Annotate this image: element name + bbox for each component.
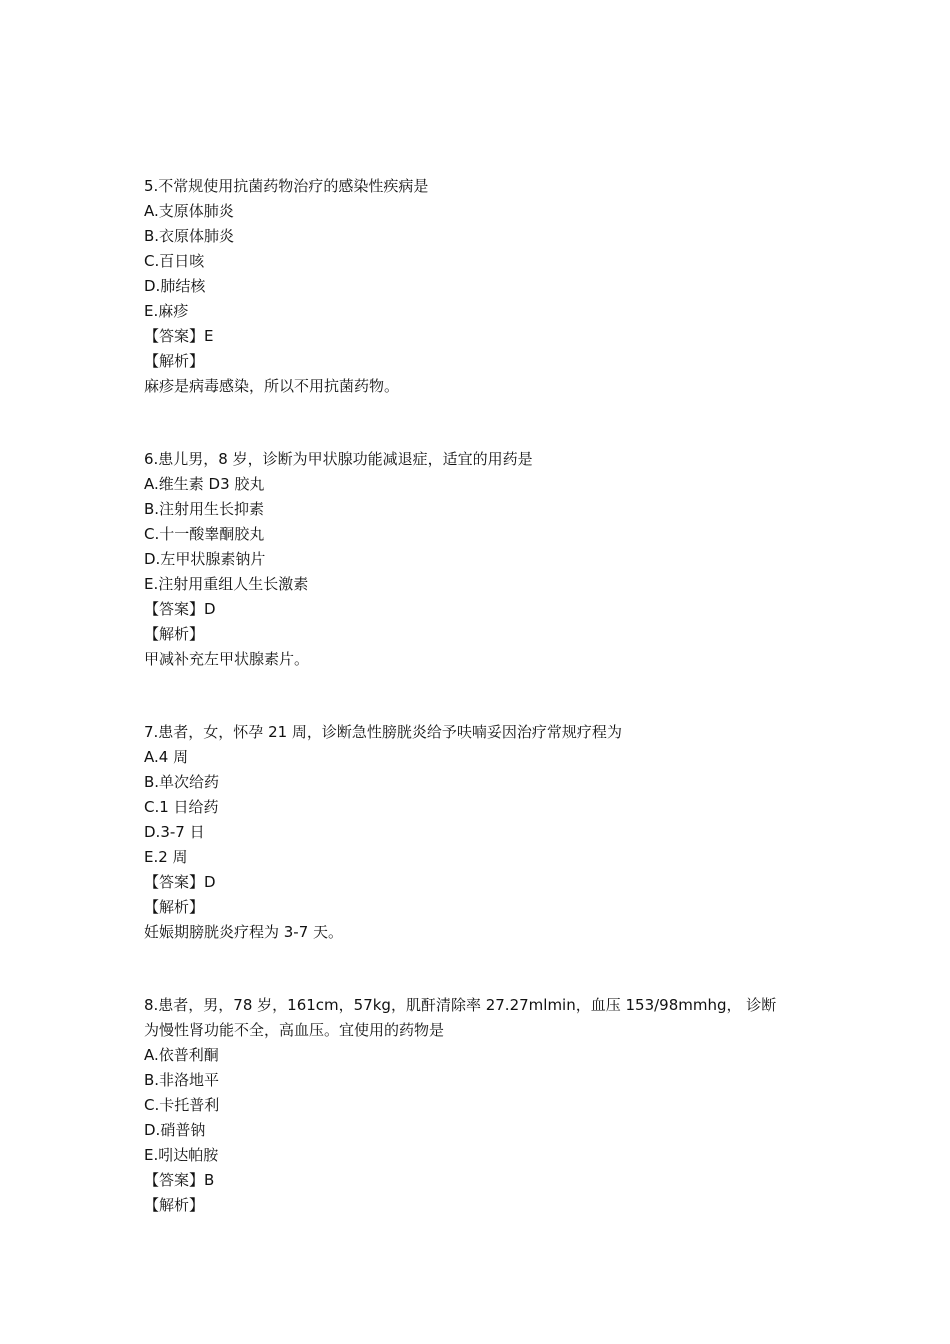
analysis-label: 【解析】 (144, 898, 205, 916)
option-e: E.注射用重组人生长激素 (144, 575, 309, 593)
option-a: A.依普利酮 (144, 1046, 219, 1064)
option-d: D.3-7 日 (144, 823, 205, 841)
option-c: C.百日咳 (144, 252, 205, 270)
option-e: E.麻疹 (144, 302, 189, 320)
question-5 (144, 174, 810, 399)
option-b: B.单次给药 (144, 773, 220, 791)
question-spacer (144, 399, 810, 447)
option-c: C.十一酸睾酮胶丸 (144, 525, 265, 543)
analysis-label: 【解析】 (144, 1196, 205, 1214)
option-d: D.左甲状腺素钠片 (144, 550, 266, 568)
question-spacer (144, 945, 810, 993)
option-c: C.1 日给药 (144, 798, 219, 816)
answer: 【答案】E (144, 327, 214, 345)
answer: 【答案】D (144, 873, 216, 891)
question-stem-line-1: 8.患者，男，78 岁，161cm，57kg，肌酐清除率 27.27mlmin，血压 153/98mmhg， 诊断 (144, 996, 777, 1014)
option-e: E.吲达帕胺 (144, 1146, 219, 1164)
question-8 (144, 993, 810, 1218)
analysis-text: 麻疹是病毒感染，所以不用抗菌药物。 (144, 377, 400, 395)
option-d: D.肺结核 (144, 277, 206, 295)
option-d: D.硝普钠 (144, 1121, 206, 1139)
answer: 【答案】B (144, 1171, 215, 1189)
question-spacer (144, 672, 810, 720)
option-a: A.4 周 (144, 748, 189, 766)
option-e: E.2 周 (144, 848, 188, 866)
question-stem: 7.患者，女，怀孕 21 周，诊断急性膀胱炎给予呋喃妥因治疗常规疗程为 (144, 723, 622, 741)
analysis-label: 【解析】 (144, 625, 205, 643)
option-a: A.维生素 D3 胶丸 (144, 475, 265, 493)
question-stem: 5.不常规使用抗菌药物治疗的感染性疾病是 (144, 177, 429, 195)
question-6 (144, 447, 810, 672)
analysis-text: 妊娠期膀胱炎疗程为 3-7 天。 (144, 923, 344, 941)
option-b: B.注射用生长抑素 (144, 500, 265, 518)
question-7 (144, 720, 810, 945)
question-stem-line-2: 为慢性肾功能不全，高血压。宜使用的药物是 (144, 1021, 445, 1039)
option-a: A.支原体肺炎 (144, 202, 234, 220)
analysis-label: 【解析】 (144, 352, 205, 370)
option-b: B.非洛地平 (144, 1071, 220, 1089)
answer: 【答案】D (144, 600, 216, 618)
option-b: B.衣原体肺炎 (144, 227, 235, 245)
option-c: C.卡托普利 (144, 1096, 220, 1114)
question-stem: 6.患儿男，8 岁，诊断为甲状腺功能减退症，适宜的用药是 (144, 450, 533, 468)
analysis-text: 甲减补充左甲状腺素片。 (144, 650, 310, 668)
document-content (144, 174, 810, 1218)
